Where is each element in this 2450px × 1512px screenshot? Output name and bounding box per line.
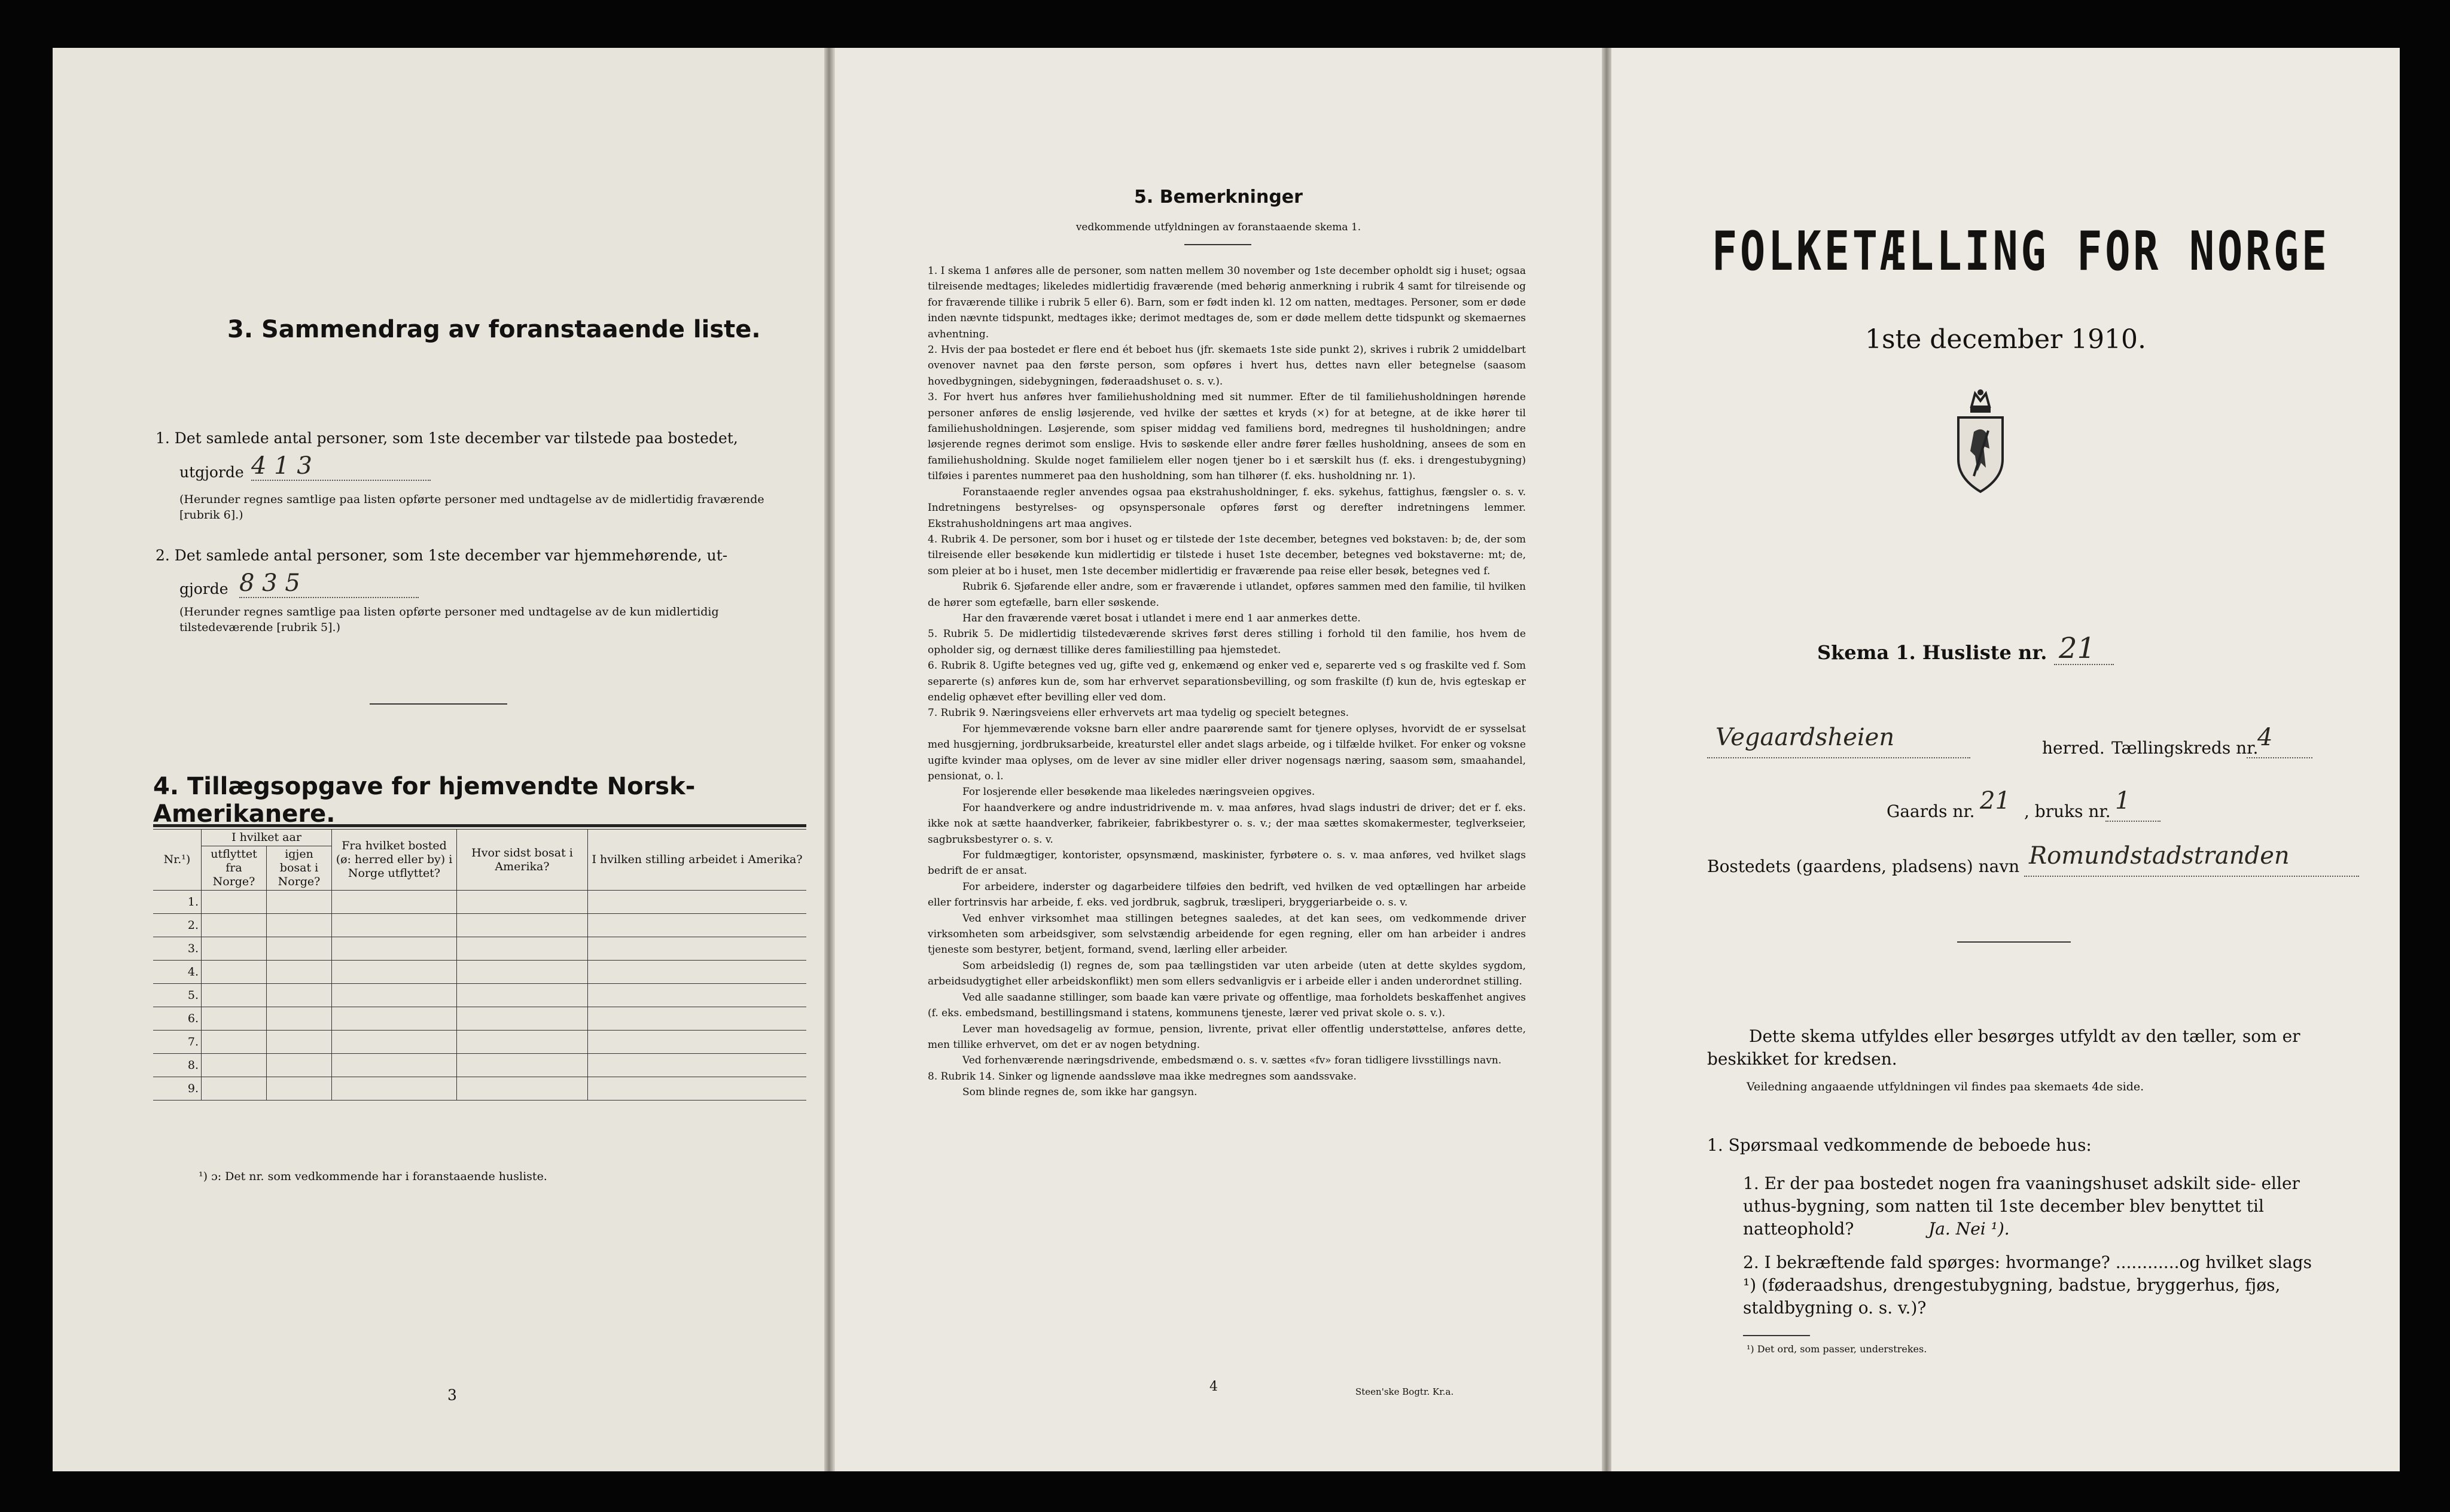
question-1-answer: Ja. Nei ¹). (1928, 1219, 2010, 1239)
dotline (2105, 821, 2160, 822)
col-returned: igjen bosat i Norge? (267, 846, 332, 891)
col-last-america: Hvor sidst bosat i Amerika? (457, 830, 588, 891)
dotline (1707, 757, 1970, 758)
skema-label: Skema 1. Husliste nr. (1817, 641, 2047, 664)
remark-1: 1. I skema 1 anføres alle de personer, som natten mellem 30 november og 1ste december opholdt sig i huset; ogsaa tilreisende medtages; likeledes midlertidig fraværende (med behørig anmerkning i rubrik 4 samt for tilreisende og for fraværende tillike i rubrik 5 eller 6). Barn, som er født inden kl. 12 om natten, medtages. Personer, som er døde inden nævnte tidspunkt, medtages ikke; derimot medtages de, som er døde mellem dette tidspunkt og skemaernes avhentning. (928, 265, 1526, 340)
herred-label: herred. (2042, 738, 2105, 758)
table-row: 7. (153, 1031, 806, 1054)
remark-7d: For haandverkere og andre industridrivende m. v. maa anføres, hvad slags industri de driver; det er f. eks. ikke nok at sætte haandverker, fabrikeier, fabrikbestyrer o. s. v.; der maa sættes skomakermester, teglverkseier, sagbruksbestyrer o. s. v. (928, 801, 1526, 846)
table-row: 3. (153, 937, 806, 961)
question-2: 2. I bekræftende fald spørges: hvormange? ............og hvilket slags ¹) (føderaadshus, drengestubygning, badstue, bryggerhus, fjøs, staldbygning o. s. v.)? (1743, 1252, 2312, 1318)
section3-item2-label: gjorde (179, 580, 228, 598)
remark-7b: For hjemmeværende voksne barn eller andre paarørende samt for tjenere oplyses, hvorvidt de er sysselsat med husgjerning, jordbruksarbeide, kreaturstel eller andet slags arbeide, og i tilfælde hvilket. For enker og voksne ugifte kvinder maa oplyses, om de lever av sine midler eller driver nogensags næring, saasom søm, smaahandel, pensionat, o. l. (928, 723, 1526, 782)
bosted-label: Bostedets (gaardens, pladsens) navn (1707, 856, 2020, 876)
remark-3: 3. For hvert hus anføres hver familiehusholdning med sit nummer. Efter de til familiehusholdningen hørende personer anføres de enslig løsjerende, ved hvilke der sættes et kryds (×) for at betegne, at de ikke hører til familiehusholdningen. Løsjerende, som spiser middag ved familiens bord, medregnes til husholdningen; andre løsjerende regnes derimot som enslige. Hvis to søskende eller andre fører fælles husholdning, ansees de som en familiehusholdning. Skulde noget familielem eller nogen tjener bo i et særskilt hus (f. eks. i drengestubygning) tilføies i parentes nummeret paa den husholdning, som han tilhører (f. eks. husholdning nr. 1). (928, 391, 1526, 483)
table-row: 9. (153, 1077, 806, 1101)
col-group-year: I hvilket aar (202, 830, 332, 846)
norway-coat-of-arms-icon (1954, 389, 2007, 496)
heavy-rule (153, 824, 806, 827)
section3-item1-note: (Herunder regnes samtlige paa listen opførte personer med undtagelse av de midlertidig fraværende [rubrik 6].) (179, 493, 764, 522)
section4-table (153, 829, 806, 1101)
remark-7: 7. Rubrik 9. Næringsveiens eller erhvervets art maa tydelig og specielt betegnes. (928, 707, 1349, 720)
remark-7f: For arbeidere, inderster og dagarbeidere tilføies den bedrift, ved hvilken de ved optællingen har arbeide eller fortrinsvis har arbeide, f. eks. ved jordbruk, sagbruk, træsliperi, bryggeriarbeide o. s. v. (928, 880, 1526, 909)
right-footnote: ¹) Det ord, som passer, understrekes. (1747, 1343, 1927, 1355)
table-row: 6. (153, 1007, 806, 1031)
section3-item2-line: 2. Det samlede antal personer, som 1ste december var hjemmehørende, ut- (156, 547, 728, 564)
gaards-value: 21 (1980, 787, 2010, 815)
divider (1184, 244, 1251, 245)
remarks-subheading: vedkommende utfyldningen av foranstaaende skema 1. (1075, 221, 1361, 233)
printer-mark: Steen'ske Bogtr. Kr.a. (1355, 1386, 1454, 1397)
bruks-value: 1 (2115, 787, 2131, 815)
dotline (2247, 757, 2312, 758)
section4-heading: 4. Tillægsopgave for hjemvendte Norsk-Amerikanere. (153, 773, 696, 828)
col-position-america: I hvilken stilling arbeidet i Amerika? (588, 830, 807, 891)
section3-item1-line: 1. Det samlede antal personer, som 1ste december var tilstede paa bostedet, (156, 429, 738, 447)
middle-page (835, 48, 1602, 1471)
question-1: 1. Er der paa bostedet nogen fra vaaningshuset adskilt side- eller uthus-bygning, som natten til 1ste december blev benyttet til natteophold? (1743, 1173, 2300, 1239)
kreds-value: 4 (2257, 724, 2273, 751)
section3-item2-value: 8 3 5 (239, 569, 419, 598)
page-fold-right (1601, 48, 1613, 1471)
remark-7c: For losjerende eller besøkende maa likeledes næringsveien opgives. (962, 786, 1315, 798)
section4-footnote: ¹) ɔ: Det nr. som vedkommende har i foranstaaende husliste. (199, 1170, 547, 1183)
instruction-text: Dette skema utfyldes eller besørges utfyldt av den tæller, som er beskikket for kredsen. (1707, 1026, 2300, 1069)
remark-2: 2. Hvis der paa bostedet er flere end ét beboet hus (jfr. skemaets 1ste side punkt 2), skrives i rubrik 2 umiddelbart ovenover navnet paa den første person, som opføres i hvert hus, dettes navn eller betegnelse (saasom hovedbygningen, sidebygningen, føderaadshuset o. s. v.). (928, 344, 1526, 388)
questions-heading: 1. Spørsmaal vedkommende de beboede hus: (1707, 1135, 2092, 1155)
remark-7h: Som arbeidsledig (l) regnes de, som paa tællingstiden var uten arbeide (uten at dette skyldes sygdom, arbeidsudygtighet eller arbeidskonflikt) men som ellers sedvanligvis er i arbeide eller i anden underordnet stilling. (928, 959, 1526, 988)
census-title: FOLKETÆLLING FOR NORGE (1712, 220, 2330, 283)
table-row: 8. (153, 1054, 806, 1077)
right-page (1611, 48, 2400, 1471)
census-date: 1ste december 1910. (1864, 324, 2147, 355)
table-row: 4. (153, 961, 806, 984)
col-from-where: Fra hvilket bosted (ø: herred eller by) i Norge utflyttet? (332, 830, 457, 891)
remark-8b: Som blinde regnes de, som ikke har gangsyn. (962, 1086, 1197, 1099)
gaards-label: Gaards nr. (1887, 801, 1975, 821)
bruks-label: , bruks nr. (2024, 801, 2111, 821)
herred-value: Vegaardsheien (1715, 724, 1895, 751)
table-row: 5. (153, 984, 806, 1007)
section3-item1-value: 4 1 3 (251, 452, 431, 481)
section3-item2-note: (Herunder regnes samtlige paa listen opførte personer med undtagelse av de kun midlertidig tilstedeværende [rubrik 5].) (179, 605, 719, 634)
remark-7e: For fuldmægtiger, kontorister, opsynsmænd, maskinister, fyrbøtere o. s. v. maa anføres, ved hvilket slags bedrift de er ansat. (928, 849, 1526, 877)
remark-5: 5. Rubrik 5. De midlertidig tilstedeværende skrives først deres stilling i forhold til den familie, hos hvem de opholder sig, og dernæst tillike deres familiestilling paa hjemstedet. (928, 628, 1526, 656)
remark-3b: Foranstaaende regler anvendes ogsaa paa ekstrahusholdninger, f. eks. sykehus, fattighus, fængsler o. s. v. Indretningens bestyrelses- og opsynspersonale opføres først og derefter indretningens lemmer. Ekstrahusholdningens art maa angives. (928, 486, 1526, 530)
remark-7j: Lever man hovedsagelig av formue, pension, livrente, privat eller offentlig understøttelse, anføres dette, men tillike erhvervet, om det er av nogen betydning. (928, 1023, 1526, 1051)
table-row: 2. (153, 914, 806, 937)
dotline (2054, 664, 2114, 665)
dotline (2024, 876, 2359, 877)
ornament-rule (1957, 941, 2071, 943)
page-number-4: 4 (1209, 1379, 1218, 1394)
remark-4: 4. Rubrik 4. De personer, som bor i huset og er tilstede der 1ste december, betegnes ved bokstaven: b; de, der som tilreisende eller besøkende kun midlertidig er tilstede i huset 1ste december, betegnes ved bokstaverne: mt; de, som pleier at bo i huset, men 1ste december midlertidig er fraværende paa reise eller besøk, betegnes ved f. (928, 533, 1526, 577)
husliste-number: 21 (2059, 632, 2096, 665)
table-row: 1. (153, 891, 806, 914)
remark-7k: Ved forhenværende næringsdrivende, embedsmænd o. s. v. sættes «fv» foran tidligere livsstillings navn. (962, 1054, 1502, 1067)
page-fold-left (823, 48, 835, 1471)
remark-8: 8. Rubrik 14. Sinker og lignende aandssløve maa ikke medregnes som aandssvake. (928, 1070, 1357, 1083)
col-nr: Nr.¹) (153, 830, 202, 891)
section3-heading: 3. Sammendrag av foranstaaende liste. (227, 316, 761, 343)
page-number-3: 3 (447, 1386, 457, 1404)
remark-6: 6. Rubrik 8. Ugifte betegnes ved ug, gifte ved g, enkemænd og enker ved e, separerte ved s og fraskilte ved f. Som separerte (s) anføres kun de, som har erhvervet separationsbevilling, og som fraskilte (f) kun de, hvis egteskap er endelig ophævet efter bevilling eller ved dom. (928, 660, 1526, 703)
remark-4b: Rubrik 6. Sjøfarende eller andre, som er fraværende i utlandet, opføres sammen med den familie, til hvilken de hører som egtefælle, barn eller søskende. (928, 581, 1526, 609)
remarks-body (928, 263, 1526, 1101)
left-page (53, 48, 824, 1471)
divider (1743, 1335, 1810, 1336)
kreds-label: Tællingskreds nr. (2111, 738, 2259, 758)
remarks-heading: 5. Bemerkninger (1134, 187, 1303, 208)
remark-7i: Ved alle saadanne stillinger, som baade kan være private og offentlige, maa forholdets beskaffenhet angives (f. eks. embedsmand, bestillingsmand i statens, kommunens tjeneste, lærer ved privat skole o. s. v.). (928, 991, 1526, 1020)
guidance-text: Veiledning angaaende utfyldningen vil findes paa skemaets 4de side. (1747, 1080, 2144, 1093)
section3-item1-label: utgjorde (179, 464, 244, 481)
divider (370, 703, 507, 705)
remark-4c: Har den fraværende været bosat i utlandet i mere end 1 aar anmerkes dette. (962, 612, 1361, 624)
col-emigrated: utflyttet fra Norge? (202, 846, 267, 891)
remark-7g: Ved enhver virksomhet maa stillingen betegnes saaledes, at det kan sees, om vedkommende driver virksomheten som arbeidsgiver, som selvstændig arbeidende for egen regning, eller om han arbeider i andres tjeneste som bestyrer, betjent, formand, svend, lærling eller arbeider. (928, 912, 1526, 956)
bosted-value: Romundstadstranden (2029, 842, 2290, 870)
